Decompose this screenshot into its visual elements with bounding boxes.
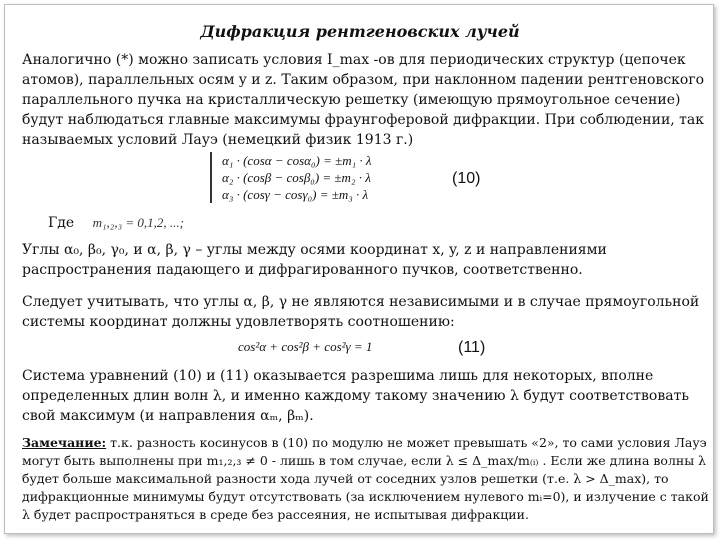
equation-10-system <box>210 152 372 203</box>
page-title: Дифракция рентгеновских лучей <box>200 22 520 41</box>
equation-10-number: (10) <box>452 170 481 187</box>
paragraph-solution: Система уравнений (10) и (11) оказывается разрешима лишь для некоторых, вполне определенных длин волн λ, и именно каждому такому значению λ будут соответствовать свой максимум (и направления αₘ, βₘ). <box>22 368 689 424</box>
where-label: Где <box>48 215 75 231</box>
note-text: т.к. разность косинусов в (10) по модулю не может превышать «2», то сами условия Лауэ могут быть выполнены при m₁,₂,₃ ≠ 0 - лишь в том случае, если λ ≤ Δ_max/m₍ᵢ₎ . Если же длина волны λ будет больше максимальной разности хода лучей от соседних узлов решетки (т.е. λ > Δ_max), то дифракционные минимумы будут отсутствовать (за исключением нулевого mᵢ=0), и излучение с такой λ будет распространяться в среде без рассеяния, не испытывая дифракции. <box>22 435 709 522</box>
paragraph-constraint: Следует учитывать, что углы α, β, γ не являются независимыми и в случае прямоугольной системы координат должны удовлетворять соотношению: <box>22 294 700 330</box>
equation-11: cos²α + cos²β + cos²γ = 1 <box>238 339 373 354</box>
paragraph-intro: Аналогично (*) можно записать условия I_max -ов для периодических структур (цепочек атомов), параллельных осям y и z. Таким образом, при наклонном падении рентгеновского параллельного пучка на кристаллическую решетку (имеющую прямоугольное сечение) будут наблюдаться главные максимумы фраунгоферовой дифракции. При соблюдении, так называемых условий Лауэ (немецкий физик 1913 г.) <box>22 52 705 148</box>
paragraph-angles: Углы α₀, β₀, γ₀, и α, β, γ – углы между осями координат x, y, z и направлениями распространения падающего и дифрагированного пучков, соответственно. <box>22 242 607 278</box>
where-equation: m₁,₂,₃ = 0,1,2, ...; <box>92 215 184 230</box>
equation-10-line-3: α₃ · (cosγ − cosγ₀) = ±m₃ · λ <box>222 187 369 202</box>
where-line <box>48 215 184 231</box>
equation-10-line-1: α₁ · (cosα − cosα₀) = ±m₁ · λ <box>222 153 372 168</box>
equation-10-line-2: α₂ · (cosβ − cosβ₀) = ±m₂ · λ <box>222 170 371 185</box>
note-paragraph <box>22 434 712 524</box>
equation-11-number: (11) <box>458 339 486 356</box>
note-label: Замечание: <box>22 435 107 450</box>
